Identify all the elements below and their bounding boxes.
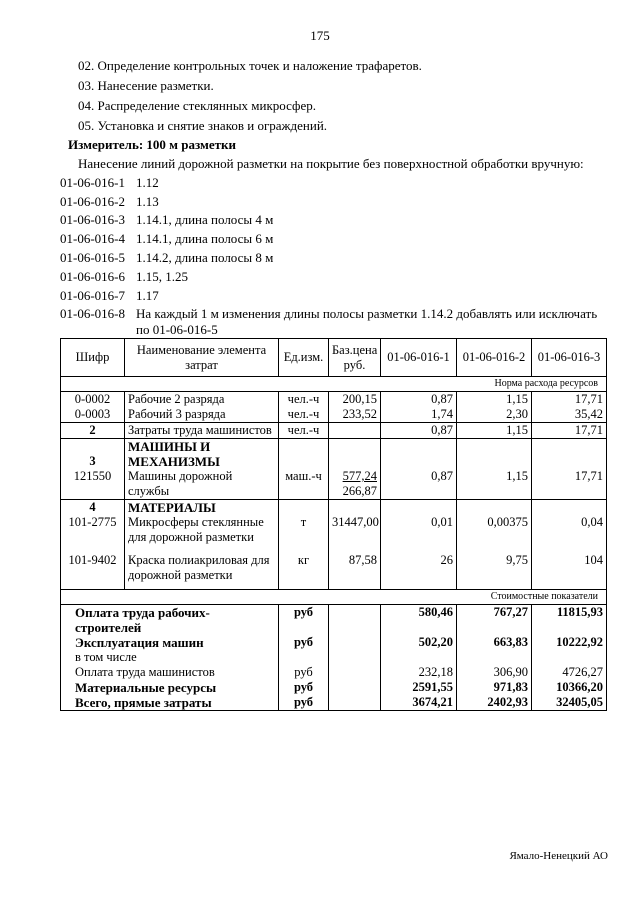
header-col2: 01-06-016-2 [457, 339, 532, 377]
description: Нанесение линий дорожной разметки на покрытие без поверхностной обработки вручную: [78, 156, 584, 171]
table-row [61, 545, 607, 589]
cost-unit: руб [279, 604, 329, 635]
operation-item: 02. Определение контрольных точек и наложение трафаретов. [78, 58, 422, 73]
code: 01-06-016-5 [60, 250, 125, 265]
code: 01-06-016-1 [60, 175, 125, 190]
cost-name: Оплата труда машинистов [61, 665, 279, 680]
cost-unit: руб [279, 680, 329, 695]
footer-region: Ямало-Ненецкий АО [509, 850, 608, 862]
table-row [61, 407, 607, 423]
cost-unit: руб [279, 695, 329, 711]
empty-cell [279, 500, 329, 516]
cell-unit: маш.-ч [279, 469, 329, 500]
empty-cell [279, 439, 329, 470]
cell-value: 35,42 [532, 407, 607, 423]
cell-price: 87,58 [329, 545, 381, 589]
cell-name: Микросферы стеклянные для дорожной разметки [125, 515, 279, 545]
cost-unit: руб [279, 665, 329, 680]
price-secondary: 266,87 [342, 484, 377, 498]
cost-name: Эксплуатация машин [61, 635, 279, 650]
cell-code: 101-9402 [61, 545, 125, 589]
section-number: 3 [61, 439, 125, 470]
cell-price: 233,52 [329, 407, 381, 423]
price-main: 577,24 [342, 469, 377, 483]
cell-value: 0,87 [381, 423, 457, 439]
cost-value: 11815,93 [532, 604, 607, 635]
code-desc: На каждый 1 м изменения длины полосы разметки 1.14.2 добавлять или исключать [136, 306, 598, 321]
code-desc: 1.15, 1.25 [136, 269, 188, 284]
cell-code: 101-2775 [61, 515, 125, 545]
cell-code: 121550 [61, 469, 125, 500]
empty-cell [329, 635, 381, 650]
cost-row [61, 680, 607, 695]
header-col1: 01-06-016-1 [381, 339, 457, 377]
code-desc: 1.12 [136, 175, 159, 190]
cell-code: 2 [61, 423, 125, 439]
cell-name: Рабочий 3 разряда [125, 407, 279, 423]
cell-unit: кг [279, 545, 329, 589]
empty-cell [532, 500, 607, 516]
cell-value: 1,15 [457, 392, 532, 408]
section-row-materials [61, 500, 607, 516]
cell-value: 1,15 [457, 423, 532, 439]
cell-value: 1,74 [381, 407, 457, 423]
cell-price: 200,15 [329, 392, 381, 408]
cost-row [61, 650, 607, 665]
cell-value: 2,30 [457, 407, 532, 423]
cell-name: Затраты труда машинистов [125, 423, 279, 439]
cost-value: 3674,21 [381, 695, 457, 711]
cost-value: 971,83 [457, 680, 532, 695]
empty-cell [329, 650, 381, 665]
cost-value: 2402,93 [457, 695, 532, 711]
cell-unit: т [279, 515, 329, 545]
empty-cell [381, 650, 457, 665]
code-desc: 1.14.1, длина полосы 4 м [136, 212, 274, 227]
empty-cell [457, 650, 532, 665]
code: 01-06-016-3 [60, 212, 125, 227]
cost-label-row [61, 589, 607, 604]
table-row [61, 392, 607, 408]
cost-name: Материальные ресурсы [61, 680, 279, 695]
cell-value: 0,04 [532, 515, 607, 545]
cost-value: 232,18 [381, 665, 457, 680]
empty-cell [329, 695, 381, 711]
header-col3: 01-06-016-3 [532, 339, 607, 377]
cell-value: 0,87 [381, 392, 457, 408]
cost-value: 767,27 [457, 604, 532, 635]
table-row [61, 423, 607, 439]
cell-code: 0-0003 [61, 407, 125, 423]
cost-row [61, 604, 607, 635]
cell-value: 0,87 [381, 469, 457, 500]
cell-value: 0,01 [381, 515, 457, 545]
empty-cell [532, 439, 607, 470]
empty-cell [457, 500, 532, 516]
header-price: Баз.цена руб. [329, 339, 381, 377]
cost-name: Всего, прямые затраты [61, 695, 279, 711]
cost-value: 10222,92 [532, 635, 607, 650]
header-shifr: Шифр [61, 339, 125, 377]
cost-row [61, 635, 607, 650]
section-title: МАТЕРИАЛЫ [125, 500, 279, 516]
section-number: 4 [61, 500, 125, 516]
cell-name: Рабочие 2 разряда [125, 392, 279, 408]
cell-value: 9,75 [457, 545, 532, 589]
cost-value: 2591,55 [381, 680, 457, 695]
cell-code: 0-0002 [61, 392, 125, 408]
cell-value: 104 [532, 545, 607, 589]
table-row [61, 515, 607, 545]
code-desc: 1.14.1, длина полосы 6 м [136, 231, 274, 246]
cell-value: 0,00375 [457, 515, 532, 545]
cost-value: 4726,27 [532, 665, 607, 680]
header-name: Наименование элемента затрат [125, 339, 279, 377]
page-number: 175 [310, 28, 330, 43]
meter-label: Измеритель: 100 м разметки [68, 137, 237, 152]
cost-label: Стоимостные показатели [61, 589, 607, 604]
empty-cell [381, 439, 457, 470]
code: 01-06-016-8 [60, 306, 125, 321]
resources-table [60, 338, 607, 711]
section-row-machines [61, 439, 607, 470]
cell-unit: чел.-ч [279, 392, 329, 408]
cell-unit: чел.-ч [279, 407, 329, 423]
empty-cell [532, 650, 607, 665]
empty-cell [329, 604, 381, 635]
code: 01-06-016-4 [60, 231, 125, 246]
empty-cell [381, 500, 457, 516]
cost-value: 663,83 [457, 635, 532, 650]
operation-item: 05. Установка и снятие знаков и ограждений. [78, 118, 328, 133]
code: 01-06-016-6 [60, 269, 125, 284]
cost-unit: руб [279, 635, 329, 650]
code-desc: 1.17 [136, 288, 159, 303]
cell-value: 1,15 [457, 469, 532, 500]
empty-cell [329, 500, 381, 516]
cell-value: 17,71 [532, 469, 607, 500]
cell-name: Машины дорожной службы [125, 469, 279, 500]
cost-name: Оплата труда рабочих-строителей [61, 604, 279, 635]
cell-price [329, 423, 381, 439]
cost-value: 580,46 [381, 604, 457, 635]
code-desc: 1.13 [136, 194, 159, 209]
empty-cell [329, 680, 381, 695]
cell-price [329, 469, 381, 500]
cell-price: 31447,00 [329, 515, 381, 545]
cell-value: 17,71 [532, 392, 607, 408]
cell-value: 26 [381, 545, 457, 589]
header-unit: Ед.изм. [279, 339, 329, 377]
code: 01-06-016-2 [60, 194, 125, 209]
empty-cell [457, 439, 532, 470]
cell-name: Краска полиакриловая для дорожной разметки [125, 545, 279, 589]
cost-row [61, 665, 607, 680]
cost-value: 10366,20 [532, 680, 607, 695]
empty-cell [329, 439, 381, 470]
norm-label: Норма расхода ресурсов [61, 377, 607, 392]
cell-value: 17,71 [532, 423, 607, 439]
empty-cell [329, 665, 381, 680]
empty-cell [279, 650, 329, 665]
cell-unit: чел.-ч [279, 423, 329, 439]
code-desc: 1.14.2, длина полосы 8 м [136, 250, 274, 265]
cost-subheading: в том числе [61, 650, 279, 665]
cost-row [61, 695, 607, 711]
cost-value: 306,90 [457, 665, 532, 680]
section-title: МАШИНЫ И МЕХАНИЗМЫ [125, 439, 279, 470]
operation-item: 03. Нанесение разметки. [78, 78, 214, 93]
cost-value: 32405,05 [532, 695, 607, 711]
table-row [61, 469, 607, 500]
operation-item: 04. Распределение стеклянных микросфер. [78, 98, 316, 113]
code-desc-continued: по 01-06-016-5 [136, 322, 218, 337]
code: 01-06-016-7 [60, 288, 125, 303]
cost-value: 502,20 [381, 635, 457, 650]
norm-label-row [61, 377, 607, 392]
table-header-row [61, 339, 607, 377]
